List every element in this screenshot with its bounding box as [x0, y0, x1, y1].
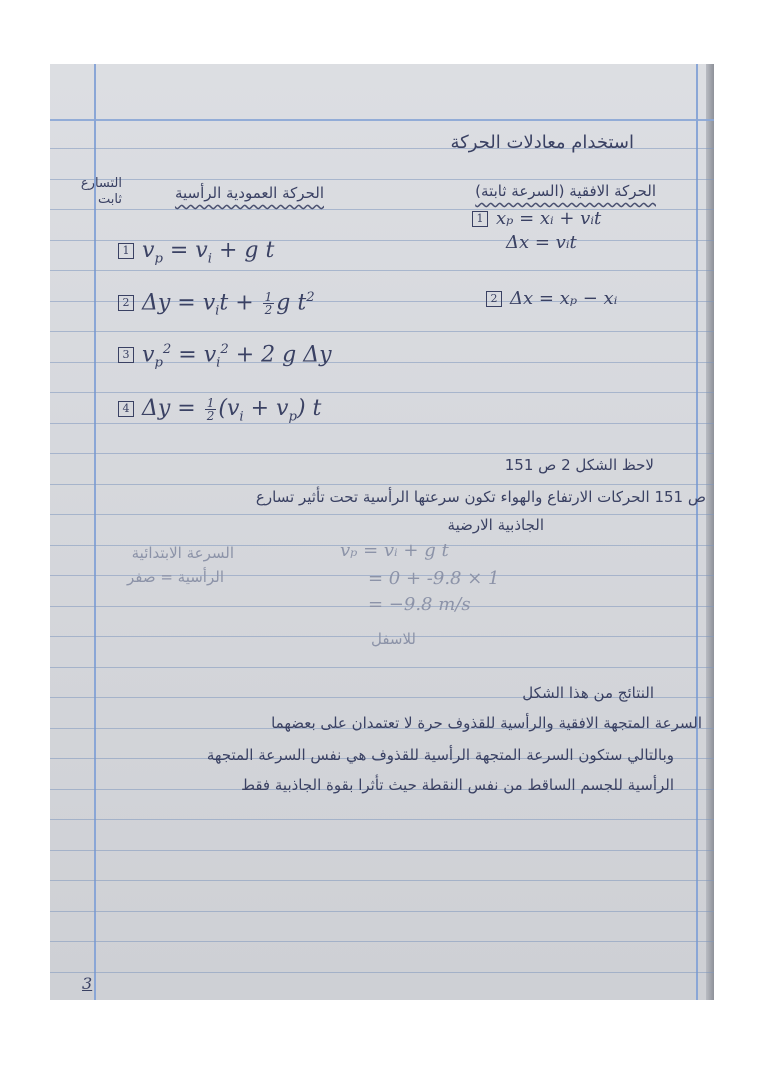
figure-note-line-3: الجاذبية الارضية: [447, 516, 544, 534]
right-margin-line: [696, 64, 698, 1000]
equation-text: Δx = xₚ − xᵢ: [510, 288, 618, 309]
ruled-line: [50, 972, 714, 973]
vertical-equation-3: 3 $v_p^2 = v_i^2 + 2$ g Δy: [110, 342, 332, 371]
vertical-equation-2: 2 $\Delta y = v_it$ + $\frac{1}{2}$ g $t^2$: [110, 290, 315, 319]
top-margin-line: [50, 119, 714, 121]
example-step-1: vₚ = vᵢ + g t: [340, 540, 449, 561]
ruled-line: [50, 850, 714, 851]
equation-number: 4: [118, 401, 134, 417]
conclusion-line-3: الرأسية للجسم الساقط من نفس النقطة حيث تأثرا بقوة الجاذبية فقط: [241, 776, 674, 794]
vertical-motion-heading: الحركة العمودية الرأسية: [174, 184, 324, 202]
horizontal-motion-heading: الحركة الافقية (السرعة ثابتة): [475, 182, 656, 200]
ruled-line: [50, 484, 714, 485]
ruled-line: [50, 514, 714, 515]
conclusion-line-1: السرعة المتجهة الافقية والرأسية للقذوف حرة لا تعتمدان على بعضهما: [271, 714, 702, 732]
equation-number: 1: [472, 211, 488, 227]
conclusion-title: النتائج من هذا الشكل: [522, 684, 654, 702]
example-left-line-2: الرأسية = صفر: [126, 568, 224, 586]
page-number: 3: [82, 974, 93, 993]
vertical-motion-side-note: التسارع ثابت: [80, 176, 122, 207]
vertical-equation-1: 1 $v_p = v_i + g$ t: [110, 238, 274, 266]
ruled-line: [50, 179, 714, 180]
ruled-line: [50, 941, 714, 942]
equation-number: 3: [118, 347, 134, 363]
ruled-line: [50, 819, 714, 820]
ruled-line: [50, 911, 714, 912]
equation-number: 1: [118, 243, 134, 259]
example-step-3: = −9.8 m/s: [368, 594, 471, 615]
equation-text: xₚ = xᵢ + vᵢt: [496, 208, 602, 229]
notebook-page: [50, 64, 714, 1000]
page-edge: [706, 64, 714, 1000]
ruled-line: [50, 209, 714, 210]
conclusion-line-2: وبالتالي ستكون السرعة المتجهة الرأسية للقذوف هي نفس السرعة المتجهة: [206, 746, 674, 764]
equation-number: 2: [486, 291, 502, 307]
ruled-line: [50, 880, 714, 881]
vertical-equation-4: 4 Δy = $\frac{1}{2}$ $(v_i + v_p)$ t: [110, 396, 321, 424]
page-title: استخدام معادلات الحركة: [450, 132, 634, 153]
equation-number: 2: [118, 295, 134, 311]
horizontal-equation-1: [464, 208, 601, 229]
figure-note-line-2: ص 151 الحركات الارتفاع والهواء تكون سرعتها الرأسية تحت تأثير تسارع: [255, 488, 706, 506]
ruled-line: [50, 392, 714, 393]
example-left-line-1: السرعة الابتدائية: [131, 544, 234, 562]
example-step-2: = 0 + -9.8 × 1: [368, 568, 500, 589]
ruled-line: [50, 667, 714, 668]
ruled-line: [50, 331, 714, 332]
example-direction: للاسفل: [370, 630, 416, 648]
figure-note: لاحظ الشكل 2 ص 151: [504, 456, 654, 474]
horizontal-equation-1b: Δx = vᵢt: [506, 232, 577, 253]
ruled-line: [50, 453, 714, 454]
horizontal-equation-2: [478, 288, 617, 309]
ruled-line: [50, 270, 714, 271]
